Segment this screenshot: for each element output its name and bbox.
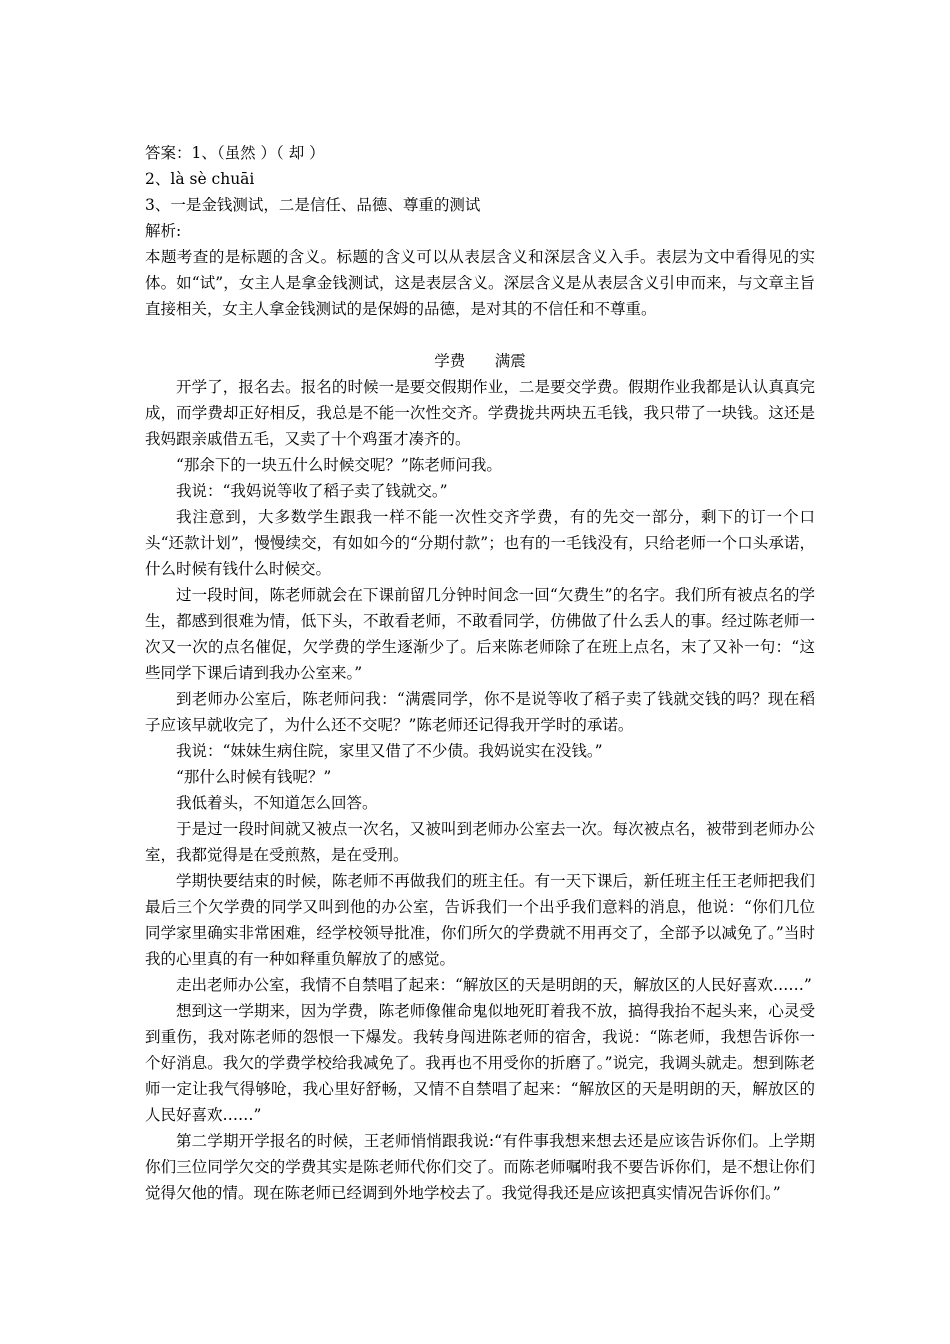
page-content — [145, 140, 815, 1206]
article-paragraph: 想到这一学期来，因为学费，陈老师像催命鬼似地死盯着我不放，搞得我抬不起头来，心灵受到重伤，我对陈老师的怨恨一下爆发。我转身闯进陈老师的宿舍，我说：“陈老师，我想告诉你一个好消息。我欠的学费学校给我减免了。我再也不用受你的折磨了。”说完，我调头就走。想到陈老师一定让我气得够呛，我心里好舒畅，又情不自禁唱了起来：“解放区的天是明朗的天，解放区的人民好喜欢……” — [145, 1002, 815, 1124]
article-paragraph: 到老师办公室后，陈老师问我：“满震同学，你不是说等收了稻子卖了钱就交钱的吗？现在稻子应该早就收完了，为什么还不交呢？”陈老师还记得我开学时的承诺。 — [145, 690, 815, 734]
answer-line-3: 3、一是金钱测试，二是信任、品德、尊重的测试 — [145, 196, 481, 214]
article-paragraph: 第二学期开学报名的时候，王老师悄悄跟我说:“有件事我想来想去还是应该告诉你们。上学期你们三位同学欠交的学费其实是陈老师代你们交了。而陈老师嘱咐我不要告诉你们，是不想让你们觉得欠他的情。现在陈老师已经调到外地学校去了。我觉得我还是应该把真实情况告诉你们。” — [145, 1132, 815, 1202]
analysis-text: 本题考查的是标题的含义。标题的含义可以从表层含义和深层含义入手。表层为文中看得见的实体。如“试”，女主人是拿金钱测试，这是表层含义。深层含义是从表层含义引申而来，与文章主旨直接相关，女主人拿金钱测试的是保姆的品德，是对其的不信任和不尊重。 — [145, 248, 815, 318]
article-paragraph: 学期快要结束的时候，陈老师不再做我们的班主任。有一天下课后，新任班主任王老师把我们最后三个欠学费的同学又叫到他的办公室，告诉我们一个出乎我们意料的消息，他说：“你们几位同学家里确实非常困难，经学校领导批准，你们所欠的学费就不用再交了，全部予以减免了。”当时我的心里真的有一种如释重负解放了的感觉。 — [145, 872, 815, 968]
answer-line-1: 答案：1、（虽然 ）（ 却 ） — [145, 144, 325, 162]
article-paragraph: “那余下的一块五什么时候交呢？”陈老师问我。 — [176, 456, 502, 474]
answer-line-2: 2、là sè chuāi — [145, 170, 255, 188]
analysis-label: 解析: — [145, 222, 182, 240]
article-paragraph: 我说：“我妈说等收了稻子卖了钱就交。” — [176, 482, 448, 500]
article-paragraph: “那什么时候有钱呢？” — [176, 768, 332, 786]
article-paragraph: 于是过一段时间就又被点一次名，又被叫到老师办公室去一次。每次被点名，被带到老师办公室，我都觉得是在受煎熬，是在受刑。 — [145, 820, 815, 864]
article-paragraph: 我低着头，不知道怎么回答。 — [176, 794, 378, 812]
article-paragraph: 走出老师办公室，我情不自禁唱了起来：“解放区的天是明朗的天，解放区的人民好喜欢……” — [176, 976, 812, 994]
article-title: 学费 满震 — [434, 352, 526, 370]
article-paragraph: 我注意到，大多数学生跟我一样不能一次性交齐学费，有的先交一部分，剩下的订一个口头“还款计划”，慢慢续交，有如如今的“分期付款”；也有的一毛钱没有，只给老师一个口头承诺，什么时候有钱什么时候交。 — [145, 508, 815, 578]
article-paragraph: 我说：“妹妹生病住院，家里又借了不少债。我妈说实在没钱。” — [176, 742, 603, 760]
article-paragraph: 过一段时间，陈老师就会在下课前留几分钟时间念一回“欠费生”的名字。我们所有被点名的学生，都感到很难为情，低下头，不敢看老师，不敢看同学，仿佛做了什么丢人的事。经过陈老师一次又一次的点名催促，欠学费的学生逐渐少了。后来陈老师除了在班上点名，末了又补一句：“这些同学下课后请到我办公室来。” — [145, 586, 815, 682]
article-paragraph: 开学了，报名去。报名的时候一是要交假期作业，二是要交学费。假期作业我都是认认真真完成，而学费却正好相反，我总是不能一次性交齐。学费拢共两块五毛钱，我只带了一块钱。这还是我妈跟亲戚借五毛，又卖了十个鸡蛋才凑齐的。 — [145, 378, 815, 448]
